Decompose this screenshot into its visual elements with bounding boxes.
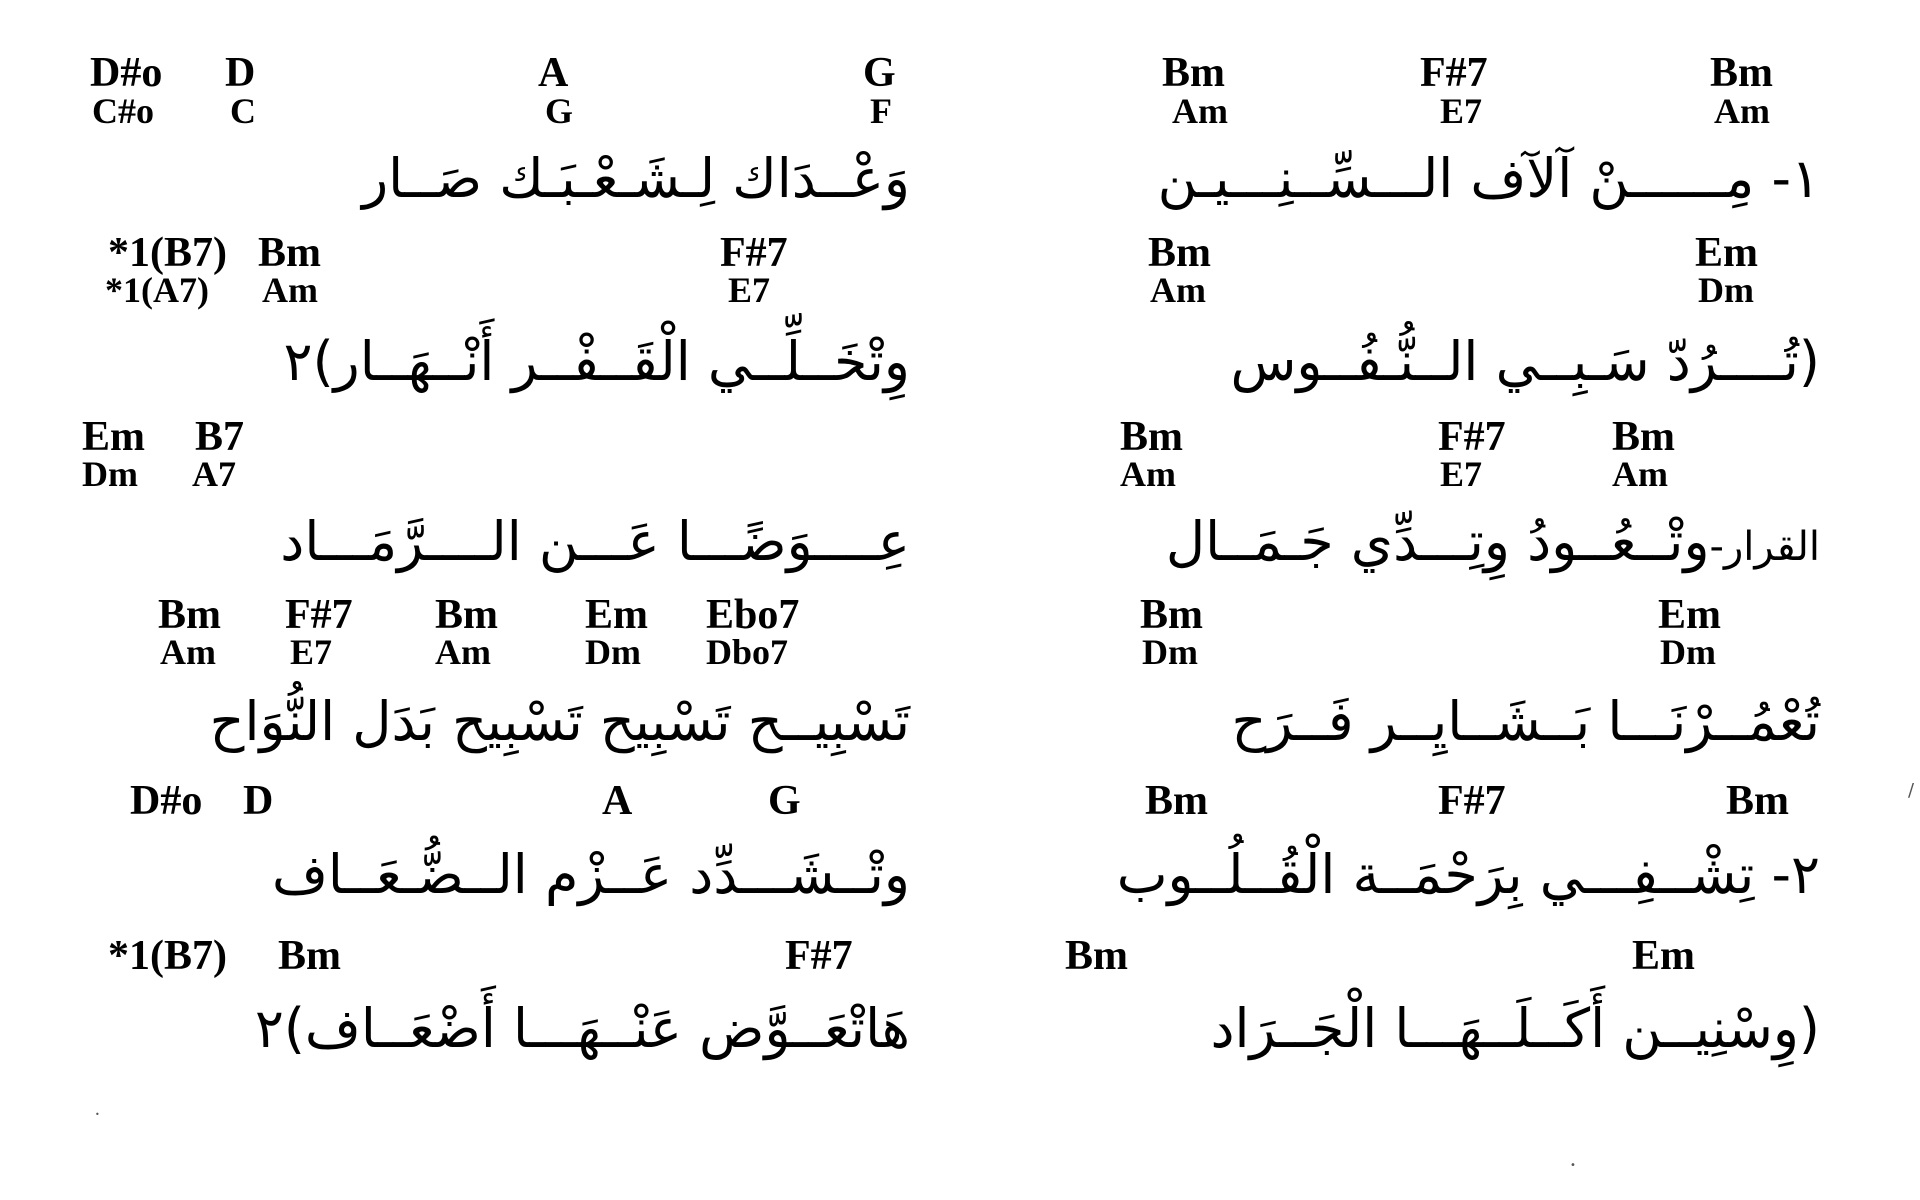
chord: G: [545, 91, 574, 131]
chord: Em: [1632, 933, 1695, 979]
lyric-line: عِــــوَضًـــا عَـــن الــــرَّمَـــاد: [280, 510, 910, 573]
chord: Bm: [258, 230, 321, 276]
chord: Bm: [1726, 778, 1789, 824]
chord: Am: [1714, 91, 1770, 131]
chord: G: [863, 50, 896, 96]
lyric-line: تَسْبِيــح تَسْبِيح تَسْبِيح بَدَل النُّوَاح: [209, 690, 910, 753]
chord: Am: [1172, 91, 1228, 131]
lyric-line: وِتْخَــلِّــي الْقَــفْــر أَنْــهَــار)٢: [283, 330, 910, 393]
chord: Am: [1150, 270, 1206, 310]
chord: D#o: [90, 50, 163, 96]
chord: Dm: [585, 632, 641, 672]
chord: A: [602, 778, 633, 824]
chord: Bm: [1140, 592, 1203, 638]
chord: D: [243, 778, 274, 824]
chord: A: [538, 50, 569, 96]
scan-mark: /: [1908, 780, 1915, 801]
chord: *1(A7): [105, 270, 209, 310]
lyric-line: [1165, 510, 1820, 573]
chord: F#7: [285, 592, 353, 638]
chord: *1(B7): [108, 933, 227, 979]
chord: Bm: [435, 592, 498, 638]
chord: Em: [585, 592, 648, 638]
chord: Dm: [1660, 632, 1716, 672]
chord: E7: [728, 270, 771, 310]
chord: E7: [1440, 91, 1483, 131]
lyric-line: ٢- تِشْــفِـــي بِرَحْمَــة الْقُــلُــوب: [1116, 843, 1820, 906]
chord: F#7: [720, 230, 788, 276]
lyric-line: وَعْــدَاك لِـشَـعْـبَـك صَــار: [362, 147, 910, 210]
chord: E7: [1440, 454, 1483, 494]
chord: Bm: [1148, 230, 1211, 276]
chord: C: [230, 91, 256, 131]
chord: *1(B7): [108, 230, 227, 276]
chord: Em: [1658, 592, 1721, 638]
chord: Bm: [1612, 414, 1675, 460]
chord: C#o: [92, 91, 154, 131]
chord: F#7: [1420, 50, 1488, 96]
chord: D#o: [130, 778, 203, 824]
lyric-line: تُعْمُــرْنَـــا بَــشَــايِــر فَــرَح: [1231, 690, 1820, 753]
chord: F#7: [785, 933, 853, 979]
chord: D: [225, 50, 256, 96]
chord: Bm: [1162, 50, 1225, 96]
chord: G: [768, 778, 801, 824]
chord: Bm: [1145, 778, 1208, 824]
chord: Am: [262, 270, 318, 310]
chord: E7: [290, 632, 333, 672]
chord: F#7: [1438, 414, 1506, 460]
lyric-line: (وِسْنِيــن أَكَــلَــهَـــا الْجَــرَاد: [1210, 997, 1820, 1060]
chord: Am: [1120, 454, 1176, 494]
lyric-line: ١- مِــــــنْ آلآف الـــسِّــنِـــيـن: [1157, 147, 1820, 210]
chord: Bm: [1710, 50, 1773, 96]
lyric-line: هَاتْعَــوَّض عَنْــهَـــا أَضْعَــاف)٢: [254, 997, 910, 1060]
chord: B7: [195, 414, 245, 460]
chord: Bm: [1120, 414, 1183, 460]
chord: Ebo7: [706, 592, 800, 638]
lyric-text: وتْــعُــودُ وِتِـــدِّي جَـمَــال: [1165, 510, 1710, 573]
chord: Bm: [278, 933, 341, 979]
chord: F: [870, 91, 892, 131]
chord: F#7: [1438, 778, 1506, 824]
scan-dot: •: [1570, 1160, 1576, 1171]
chord: A7: [192, 454, 236, 494]
chord: Dm: [82, 454, 138, 494]
chord: Em: [82, 414, 145, 460]
chord: Bm: [158, 592, 221, 638]
scan-dot: •: [95, 1110, 100, 1119]
chord: Dbo7: [706, 632, 789, 672]
chord: Am: [160, 632, 216, 672]
lyric-line: وتْــشَـــدِّد عَــزْم الــضُّـعَــاف: [271, 843, 910, 906]
chord: Am: [1612, 454, 1668, 494]
chord: Bm: [1065, 933, 1128, 979]
chord: Dm: [1142, 632, 1198, 672]
chord: Em: [1695, 230, 1758, 276]
chord: Am: [435, 632, 491, 672]
chord: Dm: [1698, 270, 1754, 310]
lyric-line: (تُــــرُدّ سَـبِــي الــنُّـفُــوس: [1230, 330, 1820, 393]
chorus-label: القرار-: [1709, 524, 1820, 570]
